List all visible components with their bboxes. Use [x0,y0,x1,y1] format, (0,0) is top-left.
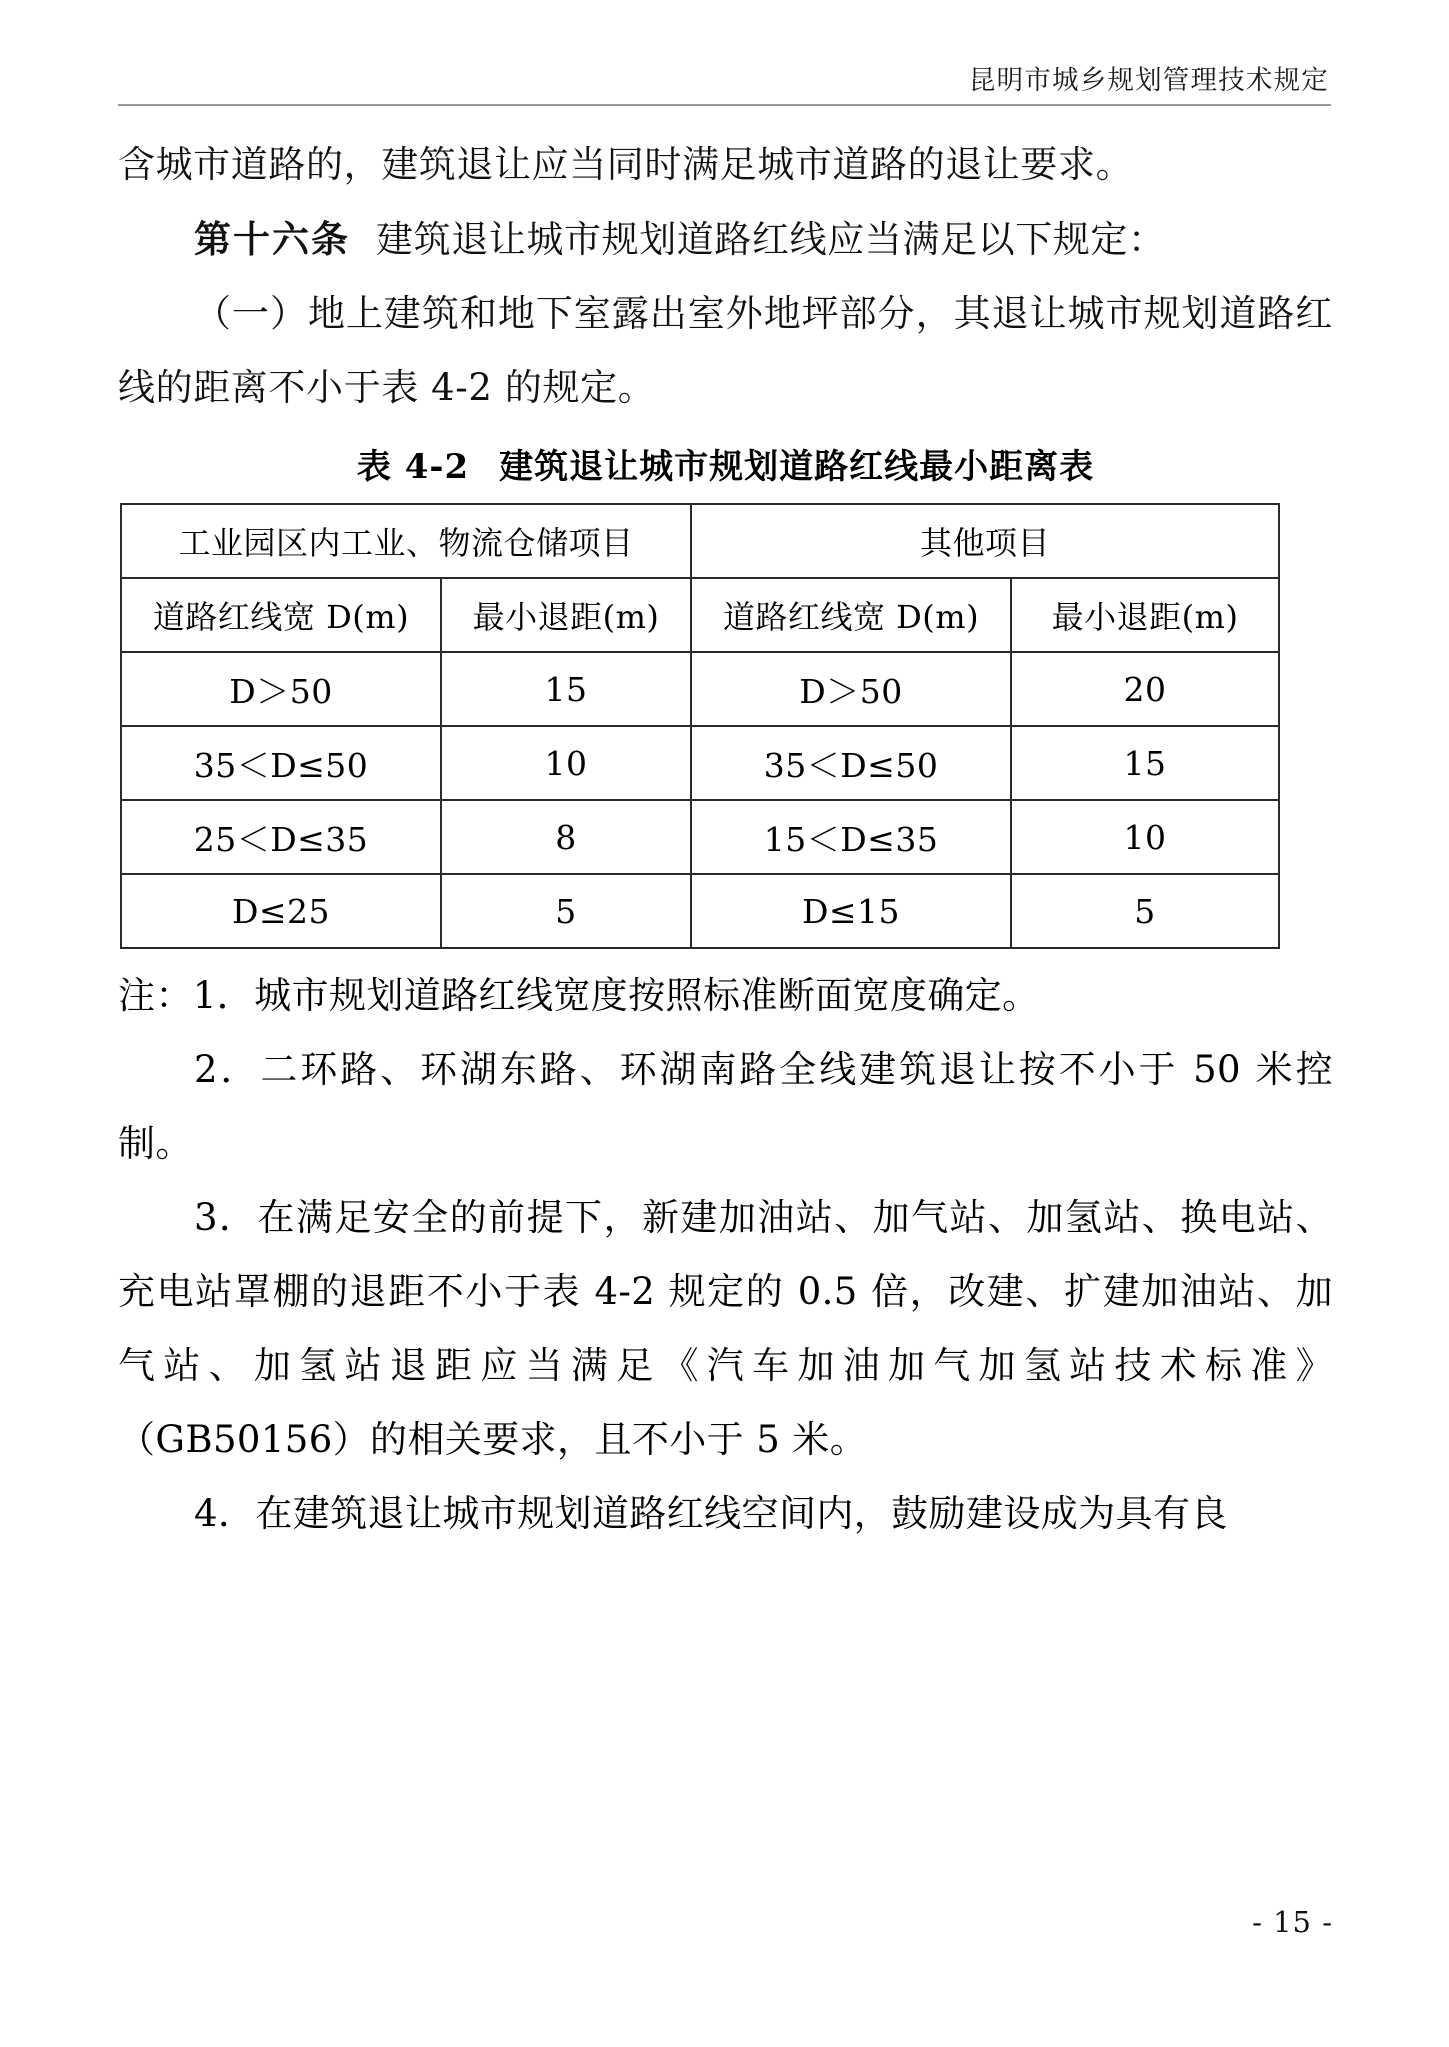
document-body [118,128,1333,1551]
cell-setback-industrial: 5 [441,874,691,948]
note-item-4: 4．在建筑退让城市规划道路红线空间内，鼓励建设成为具有良 [194,1492,1228,1535]
note-text-1: 1．城市规划道路红线宽度按照标准断面宽度确定。 [192,974,1040,1017]
table-row [121,652,1279,726]
article-paragraph [118,202,1333,277]
group-header-other: 其他项目 [691,504,1279,578]
column-header-road-width-industrial: 道路红线宽 D(m) [121,578,441,652]
cell-setback-other: 5 [1011,874,1279,948]
cell-setback-industrial: 15 [441,652,691,726]
column-header-min-setback-industrial: 最小退距(m) [441,578,691,652]
article-number: 第十六条 [194,217,350,261]
cell-road-width-other: 15＜D≤35 [691,800,1011,874]
note-item-1 [118,959,1333,1033]
header-title: 昆明市城乡规划管理技术规定 [968,65,1329,96]
cell-setback-other: 20 [1011,652,1279,726]
table-caption [118,437,1333,497]
cell-setback-other: 15 [1011,726,1279,800]
table-group-header-row [121,504,1279,578]
table-row [121,800,1279,874]
note-item-3: 3．在满足安全的前提下，新建加油站、加气站、加氢站、换电站、充电站罩棚的退距不小于表 4-2 规定的 0.5 倍，改建、扩建加油站、加气站、加氢站退距应当满足《汽车加油加气加氢站技术标准》（GB50156）的相关要求，且不小于 5 米。 [118,1196,1333,1461]
column-header-road-width-other: 道路红线宽 D(m) [691,578,1011,652]
table-row [121,726,1279,800]
table-notes [118,959,1333,1551]
table-caption-text: 建筑退让城市规划道路红线最小距离表 [499,447,1095,487]
page-header [118,66,1331,106]
column-header-min-setback-other: 最小退距(m) [1011,578,1279,652]
header-divider [118,104,1331,106]
cell-setback-other: 10 [1011,800,1279,874]
cell-road-width-other: D＞50 [691,652,1011,726]
cell-road-width-industrial: 35＜D≤50 [121,726,441,800]
cell-setback-industrial: 8 [441,800,691,874]
article-text: 建筑退让城市规划道路红线应当满足以下规定： [376,218,1166,261]
table-caption-label: 表 4-2 [356,447,470,487]
notes-label: 注： [118,974,193,1017]
note-item-2: 2．二环路、环湖东路、环湖南路全线建筑退让按不小于 50 米控制。 [118,1048,1333,1165]
paragraph-continued: 含城市道路的，建筑退让应当同时满足城市道路的退让要求。 [118,143,1134,186]
setback-distance-table [120,503,1280,949]
cell-road-width-other: D≤15 [691,874,1011,948]
page-footer [118,1905,1333,1939]
cell-road-width-industrial: 25＜D≤35 [121,800,441,874]
group-header-industrial: 工业园区内工业、物流仓储项目 [121,504,691,578]
table-row [121,874,1279,948]
cell-setback-industrial: 10 [441,726,691,800]
cell-road-width-industrial: D＞50 [121,652,441,726]
cell-road-width-industrial: D≤25 [121,874,441,948]
clause-one-paragraph: （一）地上建筑和地下室露出室外地坪部分，其退让城市规划道路红线的距离不小于表 4-2 的规定。 [118,292,1333,409]
page-number: - 15 - [1252,1905,1333,1939]
table-column-header-row [121,578,1279,652]
cell-road-width-other: 35＜D≤50 [691,726,1011,800]
